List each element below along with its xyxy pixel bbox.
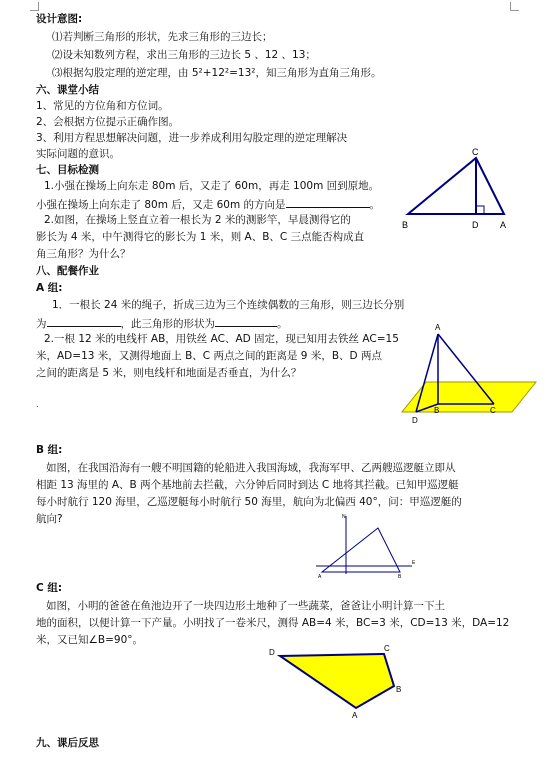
answer-blank-sides[interactable] bbox=[47, 315, 121, 327]
label-d: D bbox=[472, 220, 479, 230]
design-heading: 设计意图: bbox=[36, 13, 83, 25]
label-c: C bbox=[490, 406, 496, 415]
label-b: B bbox=[396, 685, 402, 694]
group-c-line1: 如图，小明的爸爸在鱼池边开了一块四边形土地种了一些蔬菜，爸爸让小明计算一下土 bbox=[46, 600, 445, 612]
group-b-line1: 如图，在我国沿海有一艘不明国籍的轮船进入我国海域，我海军甲、乙两艘巡逻艇立即从 bbox=[46, 462, 456, 474]
check-q2-line3: 角三角形？为什么？ bbox=[36, 248, 131, 260]
summary-item-4: 实际问题的意识。 bbox=[36, 148, 120, 160]
group-a-q1-line1: 1．一根长 24 米的绳子，折成三边为三个连续偶数的三角形，则三边长分别 bbox=[52, 299, 405, 311]
check-q1-end: 。 bbox=[369, 199, 381, 211]
group-b-line3: 每小时航行 120 海里，乙巡逻艇每小时航行 50 海里，航向为北偏西 40°，问：甲巡逻艇的 bbox=[36, 496, 462, 508]
pole-plane-figure bbox=[400, 320, 546, 430]
crop-mark-top-right bbox=[510, 2, 519, 11]
answer-blank-shape[interactable] bbox=[215, 315, 277, 327]
crop-mark-top-left bbox=[30, 2, 39, 11]
label-b: B bbox=[402, 220, 409, 230]
check-q1-text: 小强在操场上向东走了 80m 后，又走 60m 的方向是 bbox=[36, 199, 286, 211]
label-d: D bbox=[412, 416, 418, 425]
reflection-heading: 九、课后反思 bbox=[36, 737, 99, 749]
label-b: B bbox=[398, 574, 402, 580]
quadrilateral-abcd bbox=[280, 654, 394, 708]
homework-heading: 八、配餐作业 bbox=[36, 265, 99, 277]
navigation-figure bbox=[308, 510, 420, 582]
check-q1-line2 bbox=[36, 196, 380, 212]
label-e: E bbox=[412, 560, 416, 566]
label-n: N bbox=[342, 514, 346, 520]
label-a: A bbox=[352, 711, 358, 720]
group-c-line3: 米，又已知∠B=90°。 bbox=[36, 634, 144, 646]
ground-plane bbox=[402, 382, 536, 412]
label-c: C bbox=[472, 147, 479, 157]
label-a: A bbox=[318, 574, 322, 580]
check-q2-line1: 2.如图，在操场上竖直立着一根长为 2 米的测影竿，早晨测得它的 bbox=[44, 214, 351, 226]
group-c-line2: 地的面积，以便计算一下产量。小明找了一卷米尺，测得 AB=4 米，BC=3 米，CD=13 米，DA=12 bbox=[36, 617, 510, 629]
group-b-heading: B 组: bbox=[36, 444, 63, 456]
right-angle-mark bbox=[476, 206, 484, 214]
group-a-q1-line2 bbox=[36, 315, 288, 331]
group-a-q2-line2: 米，AD=13 米，又测得地面上 B、C 两点之间的距离是 9 米，B、D 两点 bbox=[36, 350, 382, 362]
triangle-abc bbox=[408, 158, 504, 214]
summary-heading: 六、课堂小结 bbox=[36, 84, 99, 96]
group-c-heading: C 组: bbox=[36, 582, 63, 594]
shadow-triangle-figure bbox=[396, 146, 518, 236]
stray-dot: . bbox=[36, 400, 39, 409]
group-a-q1-end: 。 bbox=[277, 318, 288, 330]
group-a-q2-line1: 2.一根 12 米的电线杆 AB，用铁丝 AC、AD 固定，现已知用去铁丝 AC=15 bbox=[44, 333, 399, 345]
design-item-1: ⑴若判断三角形的形状，先求三角形的三边长； bbox=[52, 31, 273, 43]
label-b: B bbox=[434, 406, 440, 415]
summary-item-3: 3、利用方程思想解决问题，进一步养成利用勾股定理的逆定理解决 bbox=[36, 132, 348, 144]
design-item-2: ⑵设未知数列方程，求出三角形的三边长 5 、12 、13； bbox=[52, 49, 316, 61]
design-item-3: ⑶根据勾股定理的逆定理，由 5²+12²=13²，知三角形为直角三角形。 bbox=[52, 67, 382, 79]
check-q1-line1: 1.小强在操场上向东走 80m 后，又走了 60m，再走 100m 回到原地。 bbox=[44, 180, 380, 192]
label-a: A bbox=[500, 220, 507, 230]
group-a-heading: A 组: bbox=[36, 282, 63, 294]
label-a: A bbox=[435, 323, 441, 332]
label-d: D bbox=[269, 648, 275, 657]
summary-item-1: 1、常见的方位角和方位词。 bbox=[36, 100, 169, 112]
group-a-q1-text-a: 为 bbox=[36, 318, 47, 330]
quadrilateral-figure bbox=[264, 642, 414, 720]
group-a-q1-text-b: ，此三角形的形状为 bbox=[120, 318, 215, 330]
label-c: C bbox=[384, 644, 390, 653]
answer-blank[interactable] bbox=[286, 196, 370, 208]
summary-item-2: 2、会根据方位提示正确作图。 bbox=[36, 116, 180, 128]
check-q2-line2: 影长为 4 米，中午测得它的影长为 1 米，则 A、B、C 三点能否构成直 bbox=[36, 231, 365, 243]
group-b-line2: 相距 13 海里的 A、B 两个基地前去拦截，六分钟后同时到达 C 地将其拦截。已知甲巡逻艇 bbox=[36, 479, 459, 491]
group-a-q2-line3: 之间的距离是 5 米，则电线杆和地面是否垂直，为什么？ bbox=[36, 367, 302, 379]
triangle-abc bbox=[322, 528, 400, 572]
group-b-line4: 航向? bbox=[36, 513, 63, 525]
check-heading: 七、目标检测 bbox=[36, 164, 99, 176]
